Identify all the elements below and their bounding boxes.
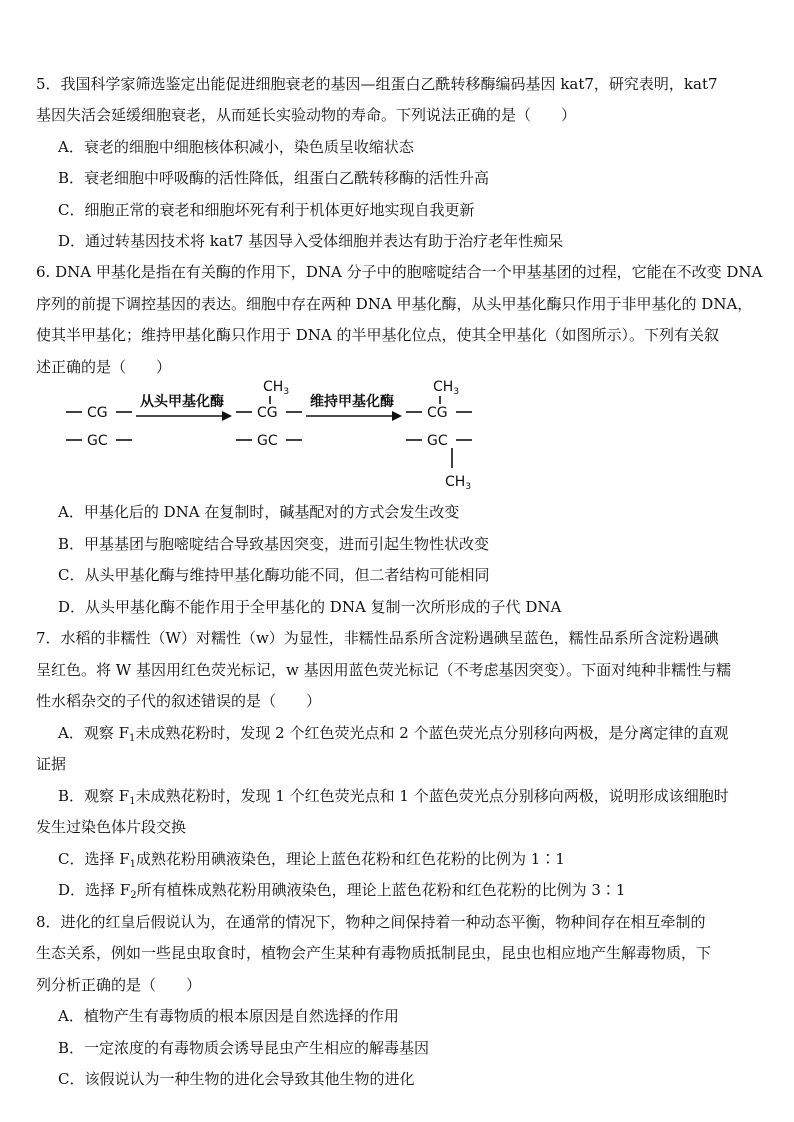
strand-cg-1: CG — [87, 405, 108, 421]
question-6-option-a: A．甲基化后的 DNA 在复制时，碱基配对的方式会发生改变 — [58, 503, 460, 521]
question-7-option-d: D．选择 $F_2$所有植株成熟花粉用碘液染色，理论上蓝色花粉和红色花粉的比例为 3∶1 — [58, 881, 626, 901]
methyl-group-bottom: $CH_3$ — [445, 474, 472, 492]
question-7-option-a: A．观察 $F_1$未成熟花粉时，发现 2 个红色荧光点和 2 个蓝色荧光点分别移向两极，是分离定律的直观 — [58, 724, 729, 744]
question-8-option-a: A．植物产生有毒物质的根本原因是自然选择的作用 — [58, 1007, 399, 1025]
strand-gc-1: GC — [87, 433, 108, 449]
question-5-option-a: A．衰老的细胞中细胞核体积减小，染色质呈收缩状态 — [58, 138, 414, 156]
question-7-stem-line-2: 呈红色。将 W 基因用红色荧光标记，w 基因用蓝色荧光标记（不考虑基因突变）。下面对纯种非糯性与糯 — [36, 661, 732, 679]
question-5-option-d: D．通过转基因技术将 kat7 基因导入受体细胞并表达有助于治疗老年性痴呆 — [58, 232, 564, 250]
question-6-stem-line-1: 6. DNA 甲基化是指在有关酶的作用下，DNA 分子中的胞嘧啶结合一个甲基基团的过程，它能在不改变 DNA — [36, 263, 763, 281]
question-5-stem-line-1: 5．我国科学家筛选鉴定出能促进细胞衰老的基因—组蛋白乙酰转移酶编码基因 kat7，研究表明，kat7 — [36, 75, 718, 93]
question-7-option-b: B．观察 $F_1$未成熟花粉时，发现 1 个红色荧光点和 1 个蓝色荧光点分别移向两极，说明形成该细胞时 — [58, 787, 729, 807]
question-5-stem-line-2: 基因失活会延缓细胞衰老，从而延长实验动物的寿命。下列说法正确的是（ ） — [36, 106, 577, 124]
question-7-stem-line-3: 性水稻杂交的子代的叙述错误的是（ ） — [36, 692, 322, 710]
maintenance-methylase-label: 维持甲基化酶 — [310, 394, 394, 410]
question-8-option-b: B．一定浓度的有毒物质会诱导昆虫产生相应的解毒基因 — [58, 1039, 430, 1057]
question-8-stem-line-2: 生态关系，例如一些昆虫取食时，植物会产生某种有毒物质抵制昆虫，昆虫也相应地产生解毒物质，下 — [36, 944, 712, 962]
strand-cg-2: CG — [257, 405, 278, 421]
methyl-group-top-2: $CH_3$ — [433, 379, 460, 397]
question-7-option-c: C．选择 $F_1$成熟花粉用碘液染色，理论上蓝色花粉和红色花粉的比例为 1∶1 — [58, 850, 565, 870]
strand-gc-3: GC — [427, 433, 448, 449]
dna-methylation-diagram — [56, 376, 496, 516]
question-5-option-c: C．细胞正常的衰老和细胞坏死有利于机体更好地实现自我更新 — [58, 201, 475, 219]
question-8-stem-line-3: 列分析正确的是（ ） — [36, 976, 202, 994]
strand-cg-3: CG — [427, 405, 448, 421]
methyl-group-top-1: $CH_3$ — [263, 379, 290, 397]
question-6-stem-line-2: 序列的前提下调控基因的表达。细胞中存在两种 DNA 甲基化酶，从头甲基化酶只作用于非甲基化的 DNA， — [36, 295, 753, 313]
question-7-option-b-line-2: 发生过染色体片段交换 — [36, 818, 187, 836]
arrow-maintenance-methylase — [306, 393, 402, 421]
question-8-option-c: C．该假说认为一种生物的进化会导致其他生物的进化 — [58, 1070, 415, 1088]
strand-gc-2: GC — [257, 433, 278, 449]
hemi-methylated-dna — [236, 379, 302, 449]
arrow-de-novo-methylase — [136, 393, 232, 421]
fully-methylated-dna — [406, 379, 472, 492]
question-6-option-b: B．甲基基团与胞嘧啶结合导致基因突变，进而引起生物性状改变 — [58, 535, 490, 553]
question-6-option-c: C．从头甲基化酶与维持甲基化酶功能不同，但二者结构可能相同 — [58, 566, 490, 584]
question-8-stem-line-1: 8．进化的红皇后假说认为，在通常的情况下，物种之间保持着一种动态平衡，物种间存在相互牵制的 — [36, 913, 706, 931]
question-5-option-b: B．衰老细胞中呼吸酶的活性降低，组蛋白乙酰转移酶的活性升高 — [58, 169, 490, 187]
question-7-stem-line-1: 7．水稻的非糯性（W）对糯性（w）为显性，非糯性品系所含淀粉遇碘呈蓝色，糯性品系所含淀粉遇碘 — [36, 629, 719, 647]
question-6-option-d: D．从头甲基化酶不能作用于全甲基化的 DNA 复制一次所形成的子代 DNA — [58, 598, 562, 616]
de-novo-methylase-label: 从头甲基化酶 — [140, 394, 224, 410]
question-6-stem-line-4: 述正确的是（ ） — [36, 358, 172, 376]
question-7-option-a-line-2: 证据 — [36, 755, 67, 773]
question-6-stem-line-3: 使其半甲基化；维持甲基化酶只作用于 DNA 的半甲基化位点，使其全甲基化（如图所示）。下列有关叙 — [36, 326, 720, 344]
unmethylated-dna — [66, 405, 132, 449]
